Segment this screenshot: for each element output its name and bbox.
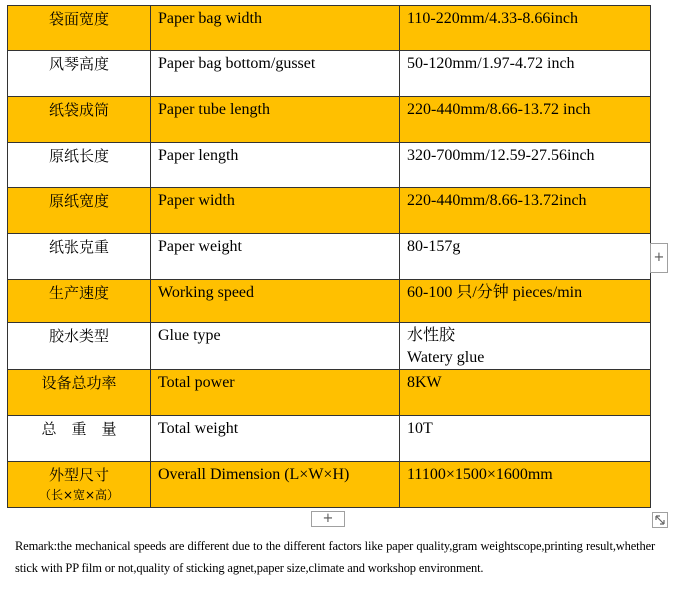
value-cell: 60-100 只/分钟 pieces/min — [400, 280, 651, 323]
value-cell: 8KW — [400, 370, 651, 416]
en-label-cell: Working speed — [151, 280, 400, 323]
en-label-cell: Paper bag width — [151, 6, 400, 51]
en-label-cell: Paper bag bottom/gusset — [151, 51, 400, 97]
value-cell: 110-220mm/4.33-8.66inch — [400, 6, 651, 51]
cn-label-cell: 原纸长度 — [8, 143, 151, 188]
value-cell: 50-120mm/1.97-4.72 inch — [400, 51, 651, 97]
cn-label-cell: 设备总功率 — [8, 370, 151, 416]
table-row — [8, 6, 651, 51]
cn-label-cell: 纸袋成筒 — [8, 97, 151, 143]
en-label-cell: Paper width — [151, 188, 400, 234]
en-label-cell: Total weight — [151, 416, 400, 462]
en-label-cell: Total power — [151, 370, 400, 416]
cn-label-cell: 原纸宽度 — [8, 188, 151, 234]
add-row-button[interactable]: + — [311, 511, 345, 527]
value-cell: 10T — [400, 416, 651, 462]
table-row — [8, 143, 651, 188]
resize-handle-icon[interactable] — [652, 512, 668, 528]
value-cell — [400, 323, 651, 370]
value-cell: 220-440mm/8.66-13.72inch — [400, 188, 651, 234]
cn-label-cell: 生产速度 — [8, 280, 151, 323]
value-cell: 80-157g — [400, 234, 651, 280]
table-row — [8, 97, 651, 143]
table-row — [8, 462, 651, 508]
value-cell: 220-440mm/8.66-13.72 inch — [400, 97, 651, 143]
en-label-cell: Paper length — [151, 143, 400, 188]
table-row — [8, 188, 651, 234]
value-line-cn: 水性胶 — [407, 327, 456, 344]
table-row — [8, 416, 651, 462]
cn-label-cell: 总 重 量 — [8, 416, 151, 462]
en-label-cell: Overall Dimension (L×W×H) — [151, 462, 400, 508]
value-cell: 11100×1500×1600mm — [400, 462, 651, 508]
en-label-cell: Glue type — [151, 323, 400, 370]
cn-label-cell: 胶水类型 — [8, 323, 151, 370]
add-column-button[interactable]: + — [650, 243, 668, 273]
table-row — [8, 280, 651, 323]
remark-text: Remark:the mechanical speeds are different due to the different factors like paper quality,gram weightscope,printing result,whether stick with PP film or not,quality of sticking agnet,paper size,climate and workshop environment. — [15, 539, 655, 575]
en-label-cell: Paper tube length — [151, 97, 400, 143]
table-row — [8, 51, 651, 97]
cn-label-line: 外型尺寸 — [48, 466, 109, 484]
value-cell: 320-700mm/12.59-27.56inch — [400, 143, 651, 188]
cn-label-cell: 风琴高度 — [8, 51, 151, 97]
cn-label-cell: 纸张克重 — [8, 234, 151, 280]
value-line-en: Watery glue — [407, 349, 485, 366]
spec-table — [7, 5, 651, 508]
en-label-cell: Paper weight — [151, 234, 400, 280]
cn-label-subline: （长×宽×高） — [38, 488, 120, 502]
table-row — [8, 323, 651, 370]
table-row — [8, 370, 651, 416]
cn-label-cell: 袋面宽度 — [8, 6, 151, 51]
table-row — [8, 234, 651, 280]
cn-label-cell — [8, 462, 151, 508]
